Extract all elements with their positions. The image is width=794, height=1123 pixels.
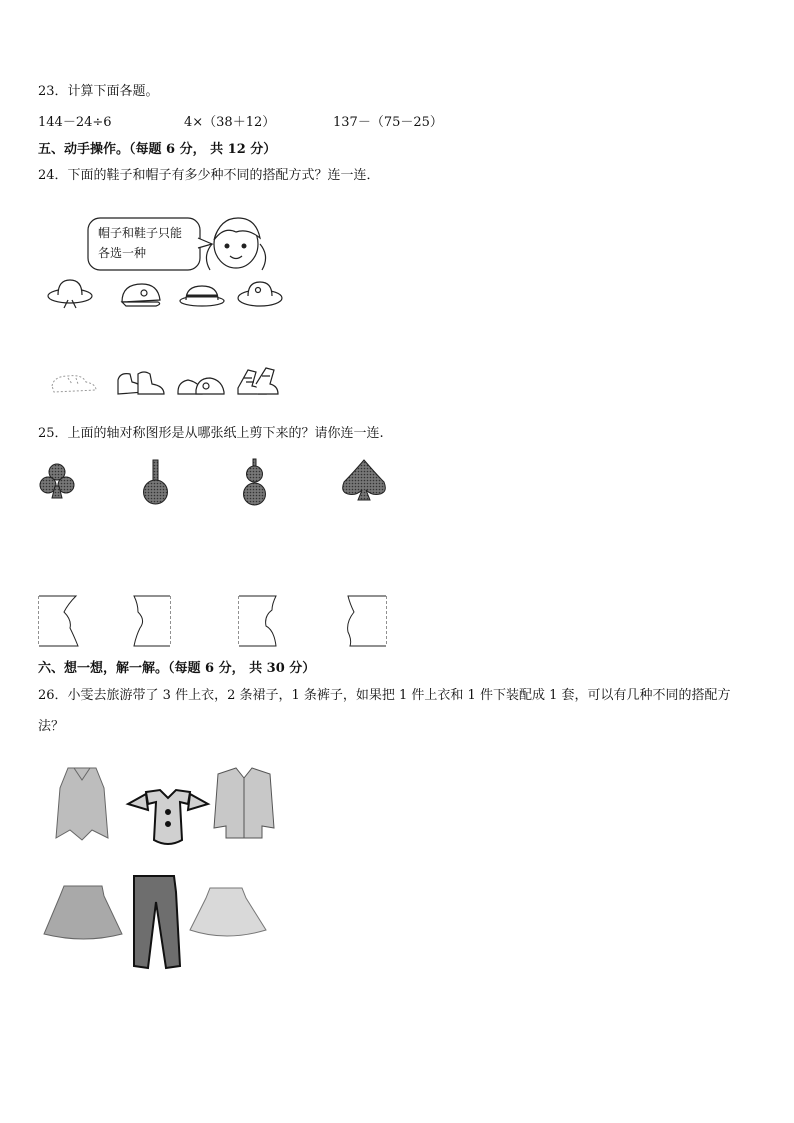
tops-row [48,764,276,854]
speech-bubble [86,214,276,274]
hat-icon-3 [180,286,224,306]
shoe-icon-2 [118,372,164,394]
symmetric-shapes-row [36,458,396,508]
skirt-icon-1 [44,886,122,939]
gourd-shape-icon [244,459,266,505]
section-6-heading: 六、想一想，解一解。（每题 6 分， 共 30 分） [38,661,316,676]
shoe-icon-1 [52,376,96,392]
girl-speech-illustration [86,214,276,274]
shoe-icon-4 [238,368,278,394]
section-5-heading: 五、动手操作。（每题 6 分， 共 12 分） [38,142,277,157]
paper-cutout-c [239,596,276,646]
paper-cutout-d [348,596,386,646]
q24-stem: 24．下面的鞋子和帽子有多少种不同的搭配方式？连一连． [38,168,380,183]
hat-icon-1 [48,280,92,308]
q25-stem: 25．上面的轴对称图形是从哪张纸上剪下来的？请你连一连. [38,426,384,441]
q26-stem-line-1: 26．小雯去旅游带了 3 件上衣，2 条裙子，1 条裤子，如果把 1 件上衣和 1 件下装配成 1 套，可以有几种不同的搭配方 [38,688,731,703]
q23-expression-1: 144－24÷6 [38,115,112,130]
bottoms-row [42,872,272,976]
club-shape-icon [40,464,74,498]
shoes-row [46,364,286,398]
q23-expression-3: 137－（75－25） [333,115,443,130]
shoe-icon-3 [178,378,224,394]
paper-cutouts-row [36,592,396,650]
shirt-top-icon [128,790,208,844]
hats-row [46,276,286,312]
paper-cutout-b [134,596,170,646]
spade-shape-icon [343,460,386,500]
q23-stem: 23．计算下面各题。 [38,84,159,99]
girl-icon [206,218,265,270]
q23-expression-2: 4×（38＋12） [184,115,276,130]
q26-stem-line-2: 法？ [38,719,65,734]
ball-stick-shape-icon [144,460,168,504]
jacket-top-icon [214,768,274,838]
bubble-text-line-1: 帽子和鞋子只能 [98,226,183,240]
hat-icon-2 [122,284,160,306]
skirt-icon-2 [190,888,266,936]
hat-icon-4 [238,282,282,306]
dress-top-icon [56,768,108,840]
pants-icon [134,876,180,968]
bubble-text-line-2: 各选一种 [98,246,147,260]
paper-cutout-a [39,596,78,646]
